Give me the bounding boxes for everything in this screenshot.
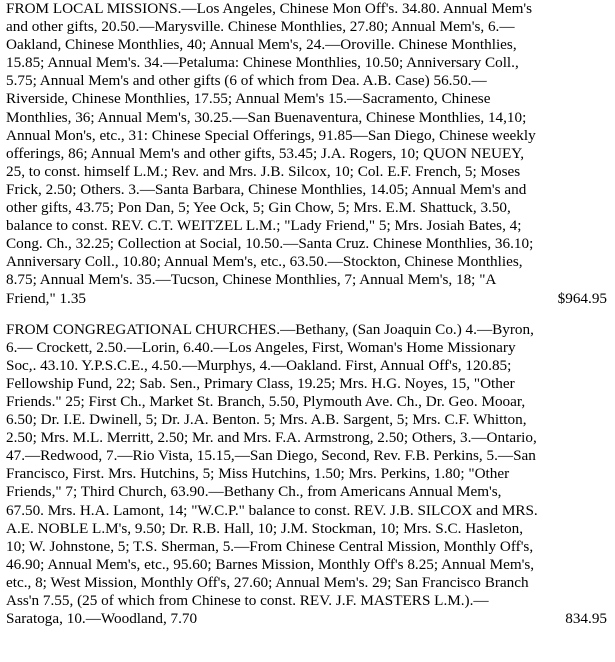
congregational-churches-section (6, 321, 609, 629)
congregational-churches-paragraph: FROM CONGREGATIONAL CHURCHES.—Bethany, (San Joaquin Co.) 4.—Byron, 6.— Crockett, 2.50.—Lorin, 6.40.—Los Angeles, First, Woman's Home Missionary Soc,. 43.10. Y.P.S.C.E., 4.50.—Murphys, 4.—Oakland. First, Annual Off's, 120.85; Fellowship Fund, 22; Sab. Sen., Primary Class, 19.25; Mrs. H.G. Noyes, 15, "Other Friends." 25; First Ch., Market St. Branch, 5.50, Plymouth Ave. Ch., Dr. Geo. Mooar, 6.50; Dr. I.E. Dwinell, 5; Dr. J.A. Benton. 5; Mrs. A.B. Sargent, 5; Mrs. C.F. Whitton, 2.50; Mrs. M.L. Merritt, 2.50; Mr. and Mrs. F.A. Armstrong, 2.50; Others, 3.—Ontario, 47.—Redwood, 7.—Rio Vista, 15.15,—San Diego, Second, Rev. F.B. Perkins, 5.—San Francisco, First. Mrs. Hutchins, 5; Miss Hutchins, 1.50; Mrs. Perkins, 1.80; "Other Friends," 7; Third Church, 63.90.—Bethany Ch., from Americans Annual Mem's, 67.50. Mrs. H.A. Lamont, 14; "W.C.P." balance to const. REV. J.B. SILCOX and MRS. A.E. NOBLE L.M's, 9.50; Dr. R.B. Hall, 10; J.M. Stockman, 10; Mrs. S.C. Hasleton, 10; W. Johnstone, 5; T.S. Sherman, 5.—From Chinese Central Mission, Monthly Off's, 46.90; Annual Mem's, etc., 95.60; Barnes Mission, Monthly Off's 8.25; Annual Mem's, etc., 8; West Mission, Monthly Off's, 27.60; Annual Mem's. 29; San Francisco Branch Ass'n 7.55, (25 of which from Chinese to const. REV. J.F. MASTERS L.M.).—Saratoga, 10.—Woodland, 7.70 (6, 320, 538, 628)
local-missions-paragraph: FROM LOCAL MISSIONS.—Los Angeles, Chinese Mon Off's. 34.80. Annual Mem's and other gifts, 20.50.—Marysville. Chinese Monthlies, 27.80; Annual Mem's, 6.—Oakland, Chinese Monthlies, 40; Annual Mem's, 24.—Oroville. Chinese Monthlies, 15.85; Annual Mem's. 34.—Petaluma: Chinese Monthlies, 10.50; Anniversary Coll., 5.75; Annual Mem's and other gifts (6 of which from Dea. A.B. Case) 56.50.—Riverside, Chinese Monthlies, 17.55; Annual Mem's 15.—Sacramento, Chinese Monthlies, 36; Annual Mem's, 30.25.—San Buenaventura, Chinese Monthlies, 14,10; Annual Mon's, etc., 31: Chinese Special Offerings, 91.85—San Diego, Chinese weekly offerings, 86; Annual Mem's and other gifts, 53.45; J.A. Rogers, 10; QUON NEUEY, 25, to const. himself L.M.; Rev. and Mrs. J.B. Silcox, 10; Col. E.F. French, 5; Moses Frick, 2.50; Others. 3.—Santa Barbara, Chinese Monthlies, 14.05; Annual Mem's and other gifts, 43.75; Pon Dan, 5; Yee Ock, 5; Gin Chow, 5; Mrs. E.M. Shattuck, 3.50, balance to const. REV. C.T. WEITZEL L.M.; "Lady Friend," 5; Mrs. Josiah Bates, 4; Cong. Ch., 32.25; Collection at Social, 10.50.—Santa Cruz. Chinese Monthlies, 36.10; Anniversary Coll., 10.80; Annual Mem's, etc., 63.50.—Stockton, Chinese Monthlies, 8.75; Annual Mem's. 35.—Tucson, Chinese Monthlies, 7; Annual Mem's, 18; "A Friend," 1.35 (6, 0, 536, 307)
congregational-churches-total: 834.95 (565, 610, 607, 628)
local-missions-total: $964.95 (557, 289, 607, 307)
document-page (6, 0, 609, 628)
local-missions-section (6, 0, 609, 308)
